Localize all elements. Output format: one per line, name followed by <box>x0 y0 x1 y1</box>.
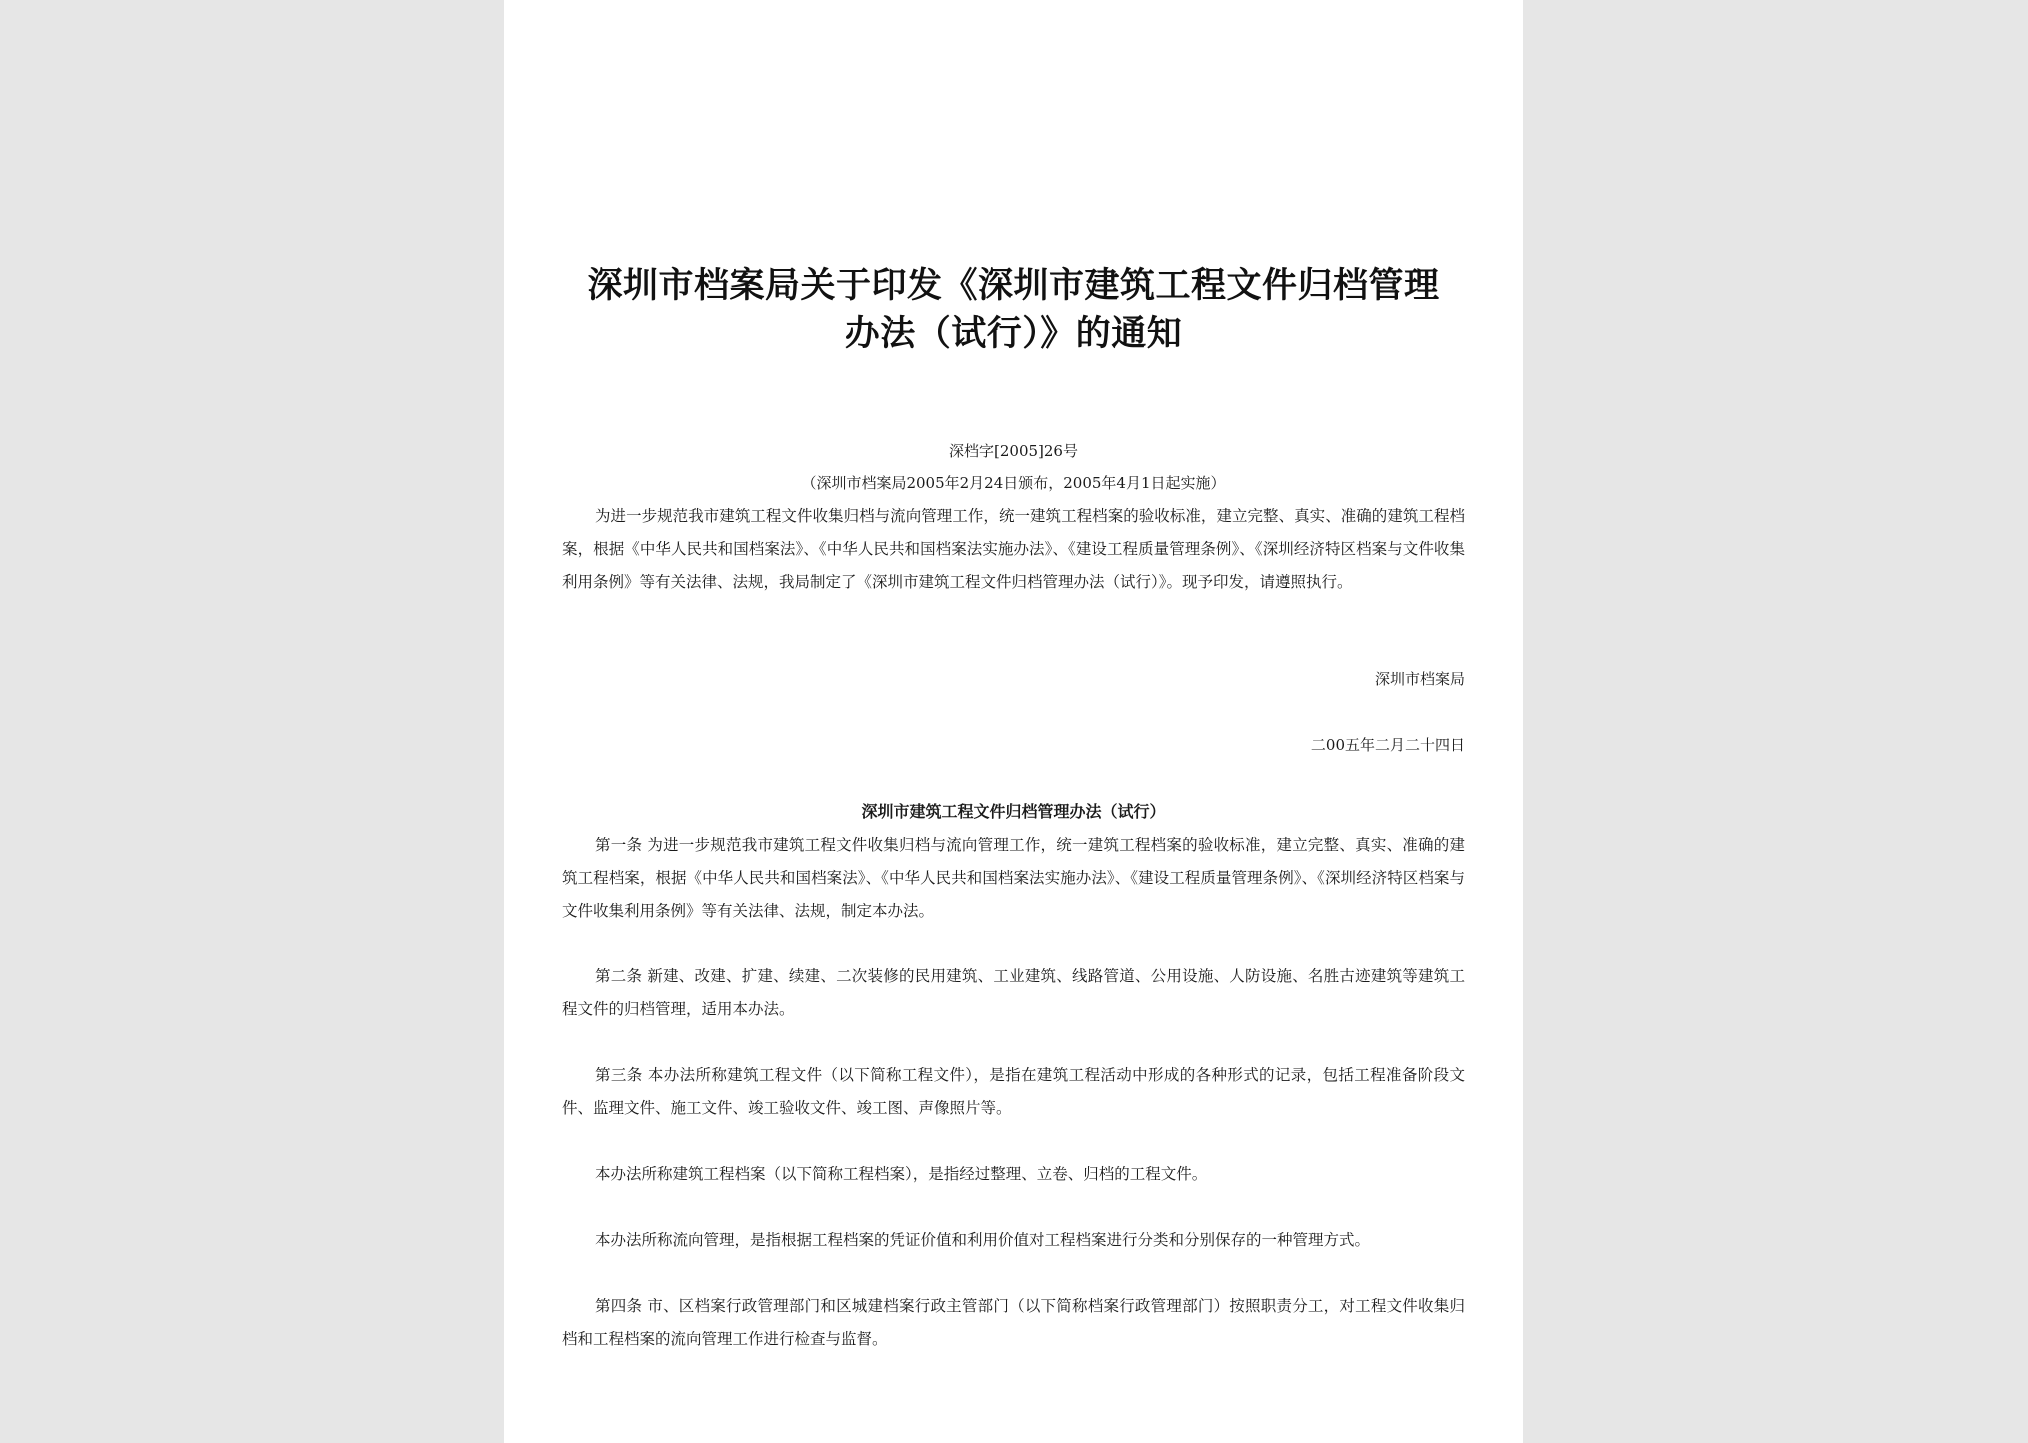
regulation-title: 深圳市建筑工程文件归档管理办法（试行） <box>861 802 1166 821</box>
article-1: 第一条 为进一步规范我市建筑工程文件收集归档与流向管理工作，统一建筑工程档案的验收标准，建立完整、真实、准确的建筑工程档案，根据《中华人民共和国档案法》、《中华人民共和国档案法实施办法》、《建设工程质量管理条例》、《深圳经济特区档案与文件收集利用条例》等有关法律、法规，制定本办法。 <box>562 836 1465 920</box>
article-2: 第二条 新建、改建、扩建、续建、二次装修的民用建筑、工业建筑、线路管道、公用设施、人防设施、名胜古迹建筑等建筑工程文件的归档管理，适用本办法。 <box>562 967 1465 1018</box>
article-4: 第四条 市、区档案行政管理部门和区城建档案行政主管部门（以下简称档案行政管理部门）按照职责分工，对工程文件收集归档和工程档案的流向管理工作进行检查与监督。 <box>562 1297 1465 1348</box>
article-3-paragraph-3: 本办法所称流向管理，是指根据工程档案的凭证价值和利用价值对工程档案进行分类和分别保存的一种管理方式。 <box>595 1231 1371 1249</box>
intro-paragraph: 为进一步规范我市建筑工程文件收集归档与流向管理工作，统一建筑工程档案的验收标准，建立完整、真实、准确的建筑工程档案，根据《中华人民共和国档案法》、《中华人民共和国档案法实施办法》、《建设工程质量管理条例》、《深圳经济特区档案与文件收集利用条例》等有关法律、法规，我局制定了《深圳市建筑工程文件归档管理办法（试行）》。现予印发，请遵照执行。 <box>562 507 1465 591</box>
title-line-2: 办法（试行）》的通知 <box>844 313 1183 354</box>
issue-note: （深圳市档案局2005年2月24日颁布，2005年4月1日起实施） <box>801 474 1226 492</box>
title-line-1: 深圳市档案局关于印发《深圳市建筑工程文件归档管理 <box>587 265 1440 306</box>
signing-date: 二00五年二月二十四日 <box>1310 736 1465 754</box>
article-3: 第三条 本办法所称建筑工程文件（以下简称工程文件），是指在建筑工程活动中形成的各种形式的记录，包括工程准备阶段文件、监理文件、施工文件、竣工验收文件、竣工图、声像照片等。 <box>562 1066 1465 1117</box>
document-page <box>504 0 1523 1443</box>
document-title <box>544 262 1483 358</box>
signing-organization: 深圳市档案局 <box>1374 670 1465 688</box>
document-number: 深档字[2005]26号 <box>949 442 1078 460</box>
article-3-paragraph-2: 本办法所称建筑工程档案（以下简称工程档案），是指经过整理、立卷、归档的工程文件。 <box>595 1165 1208 1183</box>
